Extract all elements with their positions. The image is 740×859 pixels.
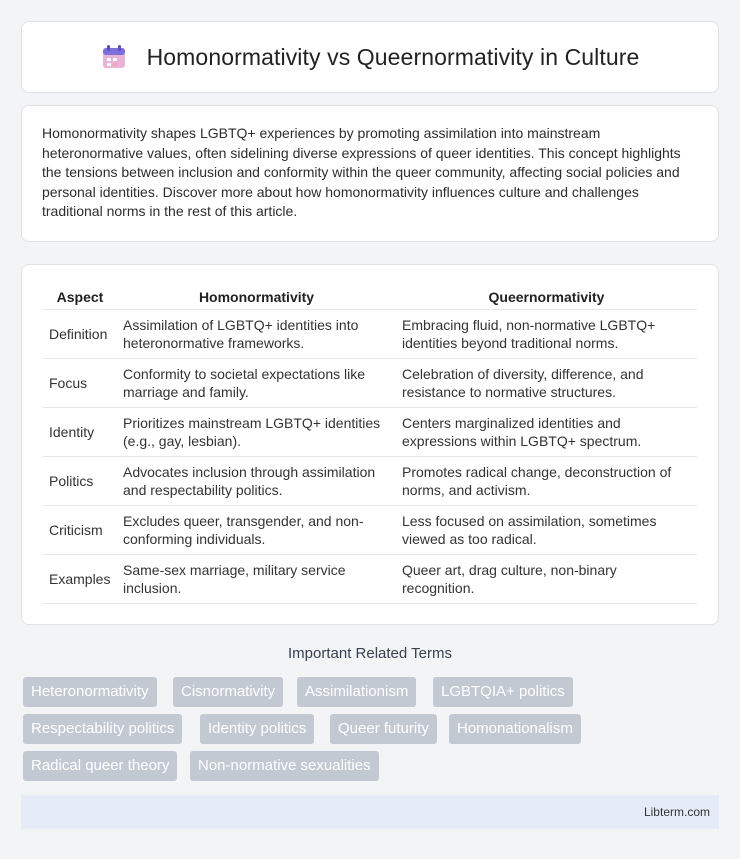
table-cell-aspect: Examples	[43, 555, 117, 604]
table-cell-aspect: Focus	[43, 359, 117, 408]
table-cell-aspect: Politics	[43, 457, 117, 506]
related-term-tag[interactable]: Respectability politics	[23, 714, 182, 744]
table-cell: Conformity to societal expectations like marriage and family.	[117, 359, 396, 408]
table-header-row	[43, 285, 697, 310]
comparison-table-card	[21, 264, 719, 625]
column-header-queernormativity: Queernormativity	[396, 285, 697, 310]
related-term-tag[interactable]: Cisnormativity	[173, 677, 283, 707]
related-term-tag[interactable]: Identity politics	[200, 714, 314, 744]
table-cell: Same-sex marriage, military service inclusion.	[117, 555, 396, 604]
table-row	[43, 408, 697, 457]
intro-text: Homonormativity shapes LGBTQ+ experiences by promoting assimilation into mainstream heteronormative values, often sidelining diverse expressions of queer identities. This concept highlights the tensions between inclusion and conformity within the queer community, affecting social policies and personal identities. Discover more about how homonormativity influences culture and challenges traditional norms in the rest of this article.	[42, 125, 681, 220]
table-cell: Prioritizes mainstream LGBTQ+ identities (e.g., gay, lesbian).	[117, 408, 396, 457]
related-terms-heading: Important Related Terms	[288, 645, 452, 662]
table-cell-aspect: Identity	[43, 408, 117, 457]
related-term-tag[interactable]: Homonationalism	[449, 714, 581, 744]
page-title: Homonormativity vs Queernormativity in Culture	[146, 43, 640, 70]
table-row	[43, 310, 697, 359]
comparison-table	[43, 285, 697, 604]
table-cell: Assimilation of LGBTQ+ identities into heteronormative frameworks.	[117, 310, 396, 359]
table-cell: Promotes radical change, deconstruction of norms, and activism.	[396, 457, 697, 506]
related-term-tag[interactable]: Queer futurity	[330, 714, 437, 744]
table-row	[43, 555, 697, 604]
table-cell: Embracing fluid, non-normative LGBTQ+ identities beyond traditional norms.	[396, 310, 697, 359]
table-cell: Less focused on assimilation, sometimes viewed as too radical.	[396, 506, 697, 555]
table-cell-aspect: Criticism	[43, 506, 117, 555]
table-cell: Queer art, drag culture, non-binary recognition.	[396, 555, 697, 604]
table-row	[43, 359, 697, 408]
table-cell: Excludes queer, transgender, and non-conforming individuals.	[117, 506, 396, 555]
title-card	[21, 21, 719, 93]
table-cell: Centers marginalized identities and expressions within LGBTQ+ spectrum.	[396, 408, 697, 457]
table-row	[43, 457, 697, 506]
table-cell: Advocates inclusion through assimilation and respectability politics.	[117, 457, 396, 506]
column-header-aspect: Aspect	[43, 285, 117, 310]
related-term-tag[interactable]: Heteronormativity	[23, 677, 157, 707]
footer-site-link[interactable]: Libterm.com	[643, 805, 710, 819]
table-cell: Celebration of diversity, difference, and resistance to normative structures.	[396, 359, 697, 408]
related-term-tag[interactable]: Radical queer theory	[23, 751, 177, 781]
column-header-homonormativity: Homonormativity	[117, 285, 396, 310]
related-term-tag[interactable]: Assimilationism	[297, 677, 416, 707]
related-term-tag[interactable]: Non-normative sexualities	[190, 751, 379, 781]
table-row	[43, 506, 697, 555]
table-cell-aspect: Definition	[43, 310, 117, 359]
intro-card	[21, 105, 719, 242]
footer	[21, 795, 719, 829]
calendar-icon	[101, 44, 127, 70]
related-term-tag[interactable]: LGBTQIA+ politics	[433, 677, 573, 707]
